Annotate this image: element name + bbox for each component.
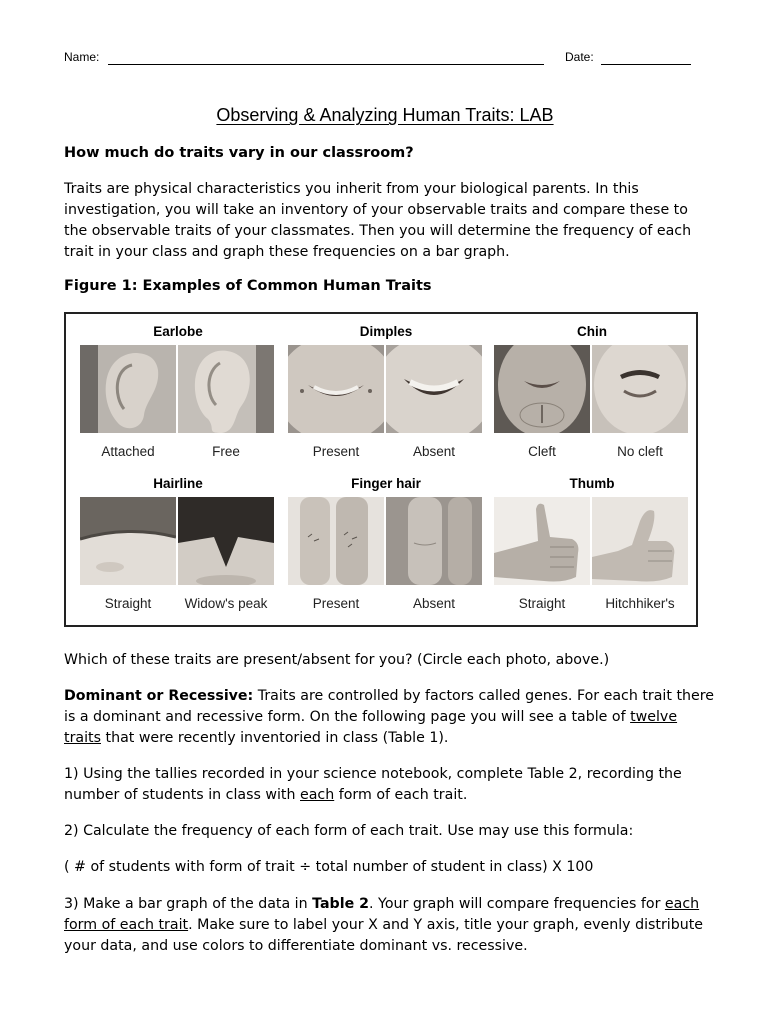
trait-title: Chin [577, 324, 607, 339]
photo-label: Free [212, 444, 240, 459]
finger-hair-present-photo[interactable] [288, 497, 384, 585]
traits-figure [64, 312, 698, 627]
twelve-traits-text: twelve traits [64, 709, 678, 746]
hairline-widows-peak-photo[interactable] [178, 497, 274, 585]
dominant-text-end: that were recently inventoried in class (Table 1). [101, 730, 449, 746]
date-label: Date: [565, 50, 594, 64]
table-2-text: Table 2 [312, 896, 370, 912]
each-form-text: each form of each trait [64, 896, 700, 933]
trait-title: Finger hair [351, 476, 421, 491]
chin-no-cleft-photo[interactable] [592, 345, 688, 433]
step-1-text: 1) Using the tallies recorded in your science notebook, complete Table 2, recording the number of students in class with [64, 766, 682, 803]
thumb-straight-photo[interactable] [494, 497, 590, 585]
step-1 [64, 764, 714, 806]
step-3-text: 3) Make a bar graph of the data in [64, 896, 313, 912]
photo-label: Cleft [528, 444, 556, 459]
photo-label: Straight [518, 596, 566, 611]
chin-cleft-photo[interactable] [494, 345, 590, 433]
photo-label: Widow's peak [184, 596, 268, 611]
trait-title: Earlobe [153, 324, 203, 339]
step-2: 2) Calculate the frequency of each form of each trait. Use may use this formula: [64, 823, 634, 839]
dominant-text: Traits are controlled by factors called genes. For each trait there is a dominant and recessive form. On the following page you will see a table of [64, 688, 714, 725]
intro-paragraph: Traits are physical characteristics you inherit from your biological parents. In this investigation, you will take an inventory of your observable traits and compare these to the observable traits of your classmates. Then you will determine the frequency of each trait in your class and graph these frequencies on a bar graph. [64, 181, 692, 260]
trait-title: Thumb [569, 476, 615, 491]
frequency-formula: ( # of students with form of trait ÷ total number of student in class) X 100 [64, 859, 594, 875]
each-text: each [300, 787, 335, 803]
photo-label: Absent [412, 596, 456, 611]
earlobe-attached-photo[interactable] [80, 345, 176, 433]
photo-label: Attached [101, 444, 155, 459]
trait-title: Hairline [153, 476, 203, 491]
earlobe-free-photo[interactable] [178, 345, 274, 433]
photo-label: Hitchhiker's [605, 596, 675, 611]
step-3-text-end: . Make sure to label your X and Y axis, title your graph, evenly distribute your data, and use colors to differentiate dominant vs. recessive. [64, 917, 704, 954]
step-3-text-mid: . Your graph will compare frequencies for [369, 896, 665, 912]
dominant-label: Dominant or Recessive: [64, 688, 254, 704]
step-3 [64, 894, 714, 957]
name-label: Name: [64, 50, 100, 64]
finger-hair-absent-photo[interactable] [386, 497, 482, 585]
dominant-recessive-paragraph [64, 686, 714, 749]
hairline-straight-photo[interactable] [80, 497, 176, 585]
date-field-line[interactable] [601, 64, 691, 65]
photo-label: Absent [412, 444, 456, 459]
step-1-text-end: form of each trait. [334, 787, 468, 803]
trait-title: Dimples [359, 324, 413, 339]
circle-prompt: Which of these traits are present/absent for you? (Circle each photo, above.) [64, 652, 610, 668]
name-field-line[interactable] [108, 64, 544, 65]
guiding-question: How much do traits vary in our classroom? [64, 145, 414, 161]
photo-label: Present [312, 444, 360, 459]
dimples-present-photo[interactable] [288, 345, 384, 433]
figure-caption: Figure 1: Examples of Common Human Traits [64, 278, 432, 294]
page-title: Observing & Analyzing Human Traits: LAB [216, 105, 554, 125]
photo-label: No cleft [617, 444, 663, 459]
thumb-hitchhikers-photo[interactable] [592, 497, 688, 585]
photo-label: Straight [104, 596, 152, 611]
photo-label: Present [312, 596, 360, 611]
dimples-absent-photo[interactable] [386, 345, 482, 433]
